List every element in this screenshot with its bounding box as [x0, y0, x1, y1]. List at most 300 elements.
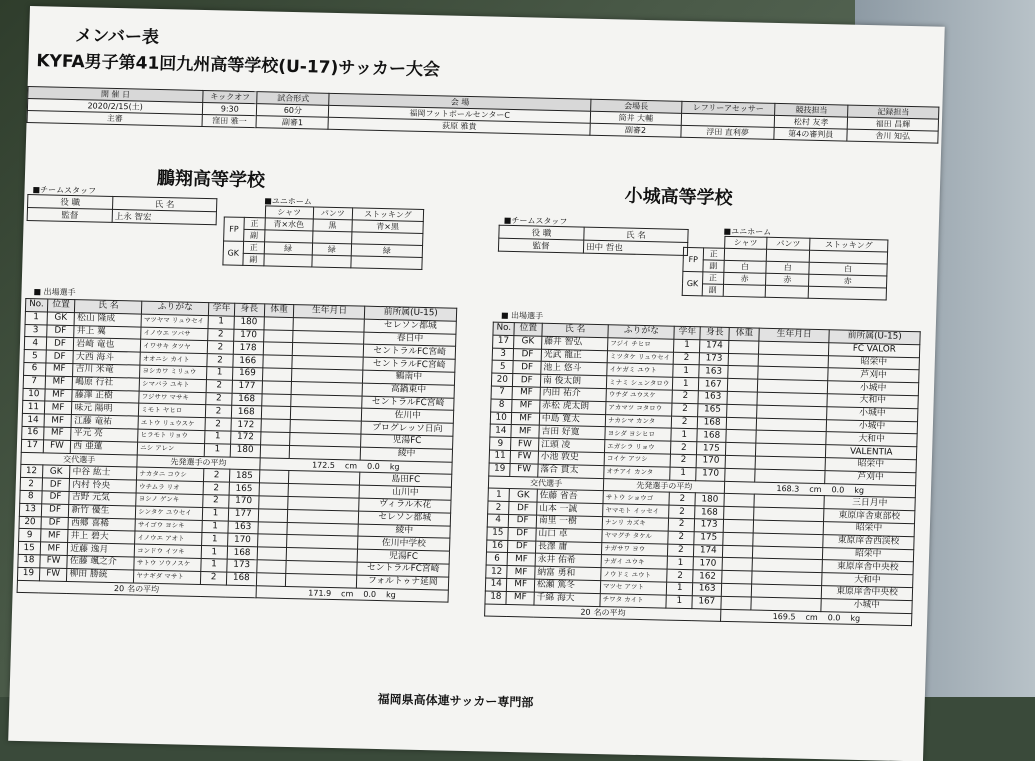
player-name: 南 俊太朗 — [540, 374, 607, 388]
player-kana: フジサワ マサキ — [139, 391, 206, 405]
player-weight — [264, 317, 294, 330]
player-height: 163 — [698, 391, 728, 404]
player-no: 20 — [19, 516, 41, 529]
player-grade: 2 — [208, 328, 234, 341]
player-kana: エトウ リュウスケ — [138, 416, 205, 430]
meta-cell: 試合形式 — [257, 92, 329, 106]
player-pos: DF — [41, 516, 69, 529]
player-pos: DF — [41, 491, 69, 504]
player-grade: 2 — [205, 418, 231, 431]
player-pos: DF — [514, 348, 542, 361]
player-kana: シンタケ ユウセイ — [136, 506, 203, 520]
player-name: 平元 亮 — [71, 428, 138, 442]
player-name: 井上 碧大 — [68, 530, 135, 544]
player-height: 168 — [697, 416, 727, 429]
player-pos: DF — [46, 350, 74, 363]
player-name: 松山 隆成 — [74, 312, 141, 326]
player-prev: 児湯FC — [358, 549, 450, 564]
player-no: 1 — [25, 311, 47, 324]
player-weight — [263, 342, 293, 355]
players-label: ■ 出場選手 — [33, 287, 76, 298]
player-no: 8 — [491, 399, 513, 412]
roster-header: 前所属(U-15) — [365, 306, 457, 321]
uniform-color: 緑 — [264, 242, 313, 255]
player-height: 175 — [696, 442, 726, 455]
player-prev: 佐川中学校 — [358, 536, 450, 551]
player-weight — [259, 470, 289, 483]
player-prev: VALENTIA — [826, 445, 917, 460]
meta-cell: 荻原 雅貴 — [328, 117, 590, 135]
all-avg-part: 0.0 — [827, 613, 841, 623]
player-height: 165 — [698, 404, 728, 417]
player-pos: FW — [39, 555, 67, 568]
player-name: 落合 貫太 — [538, 464, 605, 478]
player-prev: 昭栄中 — [825, 458, 916, 473]
player-prev: 佐川中 — [362, 409, 454, 424]
player-name: 藤澤 正樹 — [72, 389, 139, 403]
player-prev: 大和中 — [822, 573, 913, 588]
player-no: 4 — [24, 337, 46, 350]
player-weight — [722, 570, 752, 583]
player-prev: セントラルFC宮崎 — [357, 562, 449, 577]
player-kana: ニシ アレン — [137, 442, 204, 456]
uniform-kind: 正 — [243, 241, 264, 253]
player-grade: 2 — [674, 352, 700, 365]
uniform-group: FP — [224, 217, 245, 241]
player-height: 167 — [692, 595, 722, 608]
meta-cell: 9:30 — [203, 102, 258, 115]
roster-header: No. — [493, 322, 515, 335]
player-prev: ヴィラル木花 — [359, 498, 451, 513]
player-name: 吉川 米竜 — [73, 364, 140, 378]
player-no: 15 — [18, 542, 40, 555]
player-name: 井上 翼 — [74, 325, 141, 339]
player-weight — [258, 509, 288, 522]
player-kana: ヤマモト イッセイ — [603, 504, 670, 518]
player-name: 佐藤 省吾 — [537, 489, 604, 503]
player-height: 168 — [227, 546, 257, 559]
uniform-color — [263, 254, 312, 267]
player-kana: イワサキ タツヤ — [140, 339, 207, 353]
uniform-header: パンツ — [767, 237, 810, 250]
roster-header: 身長 — [234, 303, 264, 316]
player-grade: 1 — [671, 429, 697, 442]
player-no: 4 — [487, 514, 509, 527]
player-weight — [260, 445, 290, 458]
player-no: 17 — [21, 439, 43, 452]
player-grade: 1 — [202, 520, 228, 533]
player-name: 味元 陽明 — [72, 402, 139, 416]
player-name: 松瀬 篤冬 — [534, 579, 601, 593]
player-prev: 鶴南中 — [363, 370, 455, 385]
roster-table — [484, 322, 921, 627]
starter-avg-part: cm — [809, 484, 822, 495]
player-weight — [724, 519, 754, 532]
uniform-corner — [244, 205, 265, 217]
uniform-header: シャツ — [724, 236, 767, 249]
player-pos: FW — [511, 438, 539, 451]
player-no: 11 — [489, 450, 511, 463]
player-prev: セレソン都城 — [364, 319, 456, 334]
staff-header: 氏 名 — [584, 227, 688, 242]
player-name: 近藤 逸月 — [68, 543, 135, 557]
player-pos: MF — [512, 412, 540, 425]
player-grade: 2 — [205, 405, 231, 418]
player-no: 14 — [22, 414, 44, 427]
player-prev: 高鍋東中 — [362, 383, 454, 398]
meta-cell: 主審 — [27, 110, 203, 126]
player-height: 170 — [696, 467, 726, 480]
player-pos: DF — [513, 361, 541, 374]
roster-header: 生年月日 — [759, 328, 830, 342]
player-prev: 芦刈中 — [825, 470, 916, 485]
player-kana: ヒラモト リョウ — [138, 429, 205, 443]
player-height: 163 — [699, 365, 729, 378]
player-no: 8 — [20, 490, 42, 503]
uniform-color: 赤 — [723, 272, 766, 285]
player-kana: ノウドミ ユウト — [601, 568, 668, 582]
player-pos: MF — [43, 427, 71, 440]
tournament-title: KYFA男子第41回九州高等学校(U-17)サッカー大会 — [36, 51, 441, 81]
player-prev: 芦刈中 — [828, 368, 919, 383]
staff-role: 監督 — [27, 207, 112, 222]
uniform-kind: 正 — [703, 248, 724, 260]
player-kana: ヤナギダ マサト — [134, 570, 201, 584]
team-left-name: 鵬翔高等学校 — [156, 167, 266, 192]
player-no: 7 — [23, 375, 45, 388]
player-weight — [723, 558, 753, 571]
starter-avg-part: 168.3 — [776, 484, 800, 494]
player-weight — [258, 496, 288, 509]
member-sheet — [8, 6, 945, 761]
player-kana: イケガミ ユウト — [607, 363, 674, 377]
meta-cell: 松村 友孝 — [774, 115, 847, 129]
player-pos: MF — [40, 529, 68, 542]
player-pos: GK — [514, 335, 542, 348]
all-avg-count: 20 — [580, 607, 591, 617]
player-prev: 東原庠舎西渓校 — [823, 534, 914, 549]
subs-label: 交代選手 — [488, 476, 603, 491]
player-weight — [262, 355, 292, 368]
player-height: 172 — [230, 431, 260, 444]
player-pos: MF — [44, 389, 72, 402]
player-name: 永井 佑希 — [535, 553, 602, 567]
player-no: 13 — [19, 503, 41, 516]
player-no: 11 — [22, 401, 44, 414]
player-weight — [259, 483, 289, 496]
player-height: 177 — [232, 380, 262, 393]
player-grade: 2 — [669, 505, 695, 518]
player-kana: ヨシノ ゲンキ — [136, 493, 203, 507]
player-name: 山本 一誠 — [536, 502, 603, 516]
uniform-color: 赤 — [766, 273, 809, 286]
staff-table — [27, 194, 218, 225]
player-prev: 東原庠舎東部校 — [824, 509, 915, 524]
player-no: 7 — [491, 386, 513, 399]
all-avg-part: kg — [385, 590, 396, 600]
player-no: 9 — [490, 437, 512, 450]
player-pos: GK — [509, 489, 537, 502]
player-name: 千綿 海大 — [534, 592, 601, 606]
meta-cell: 副審2 — [590, 123, 681, 137]
player-pos: MF — [506, 591, 534, 604]
roster-header: 前所属(U-15) — [829, 330, 920, 345]
player-prev: 児湯FC — [361, 434, 453, 449]
player-height: 173 — [227, 559, 257, 572]
player-height: 185 — [229, 470, 259, 483]
uniform-color: 白 — [809, 262, 887, 276]
player-prev: 小城中 — [826, 419, 917, 434]
uniform-kind: 副 — [702, 284, 723, 296]
uniform-color: 青×黒 — [352, 220, 423, 234]
player-prev: 昭栄中 — [823, 522, 914, 537]
uniform-color: 白 — [766, 261, 809, 274]
player-kana: ナンリ カズキ — [602, 517, 669, 531]
player-grade: 2 — [203, 482, 229, 495]
player-kana: オオニシ カイト — [140, 352, 207, 366]
player-kana: コイケ アツシ — [604, 453, 671, 467]
player-name: 藤井 智弘 — [541, 336, 608, 350]
player-no: 19 — [17, 567, 39, 580]
player-name: 中谷 紘士 — [70, 466, 137, 480]
all-avg-part: cm — [805, 612, 818, 622]
player-prev: FC VALOR — [829, 343, 920, 358]
player-no: 12 — [21, 465, 43, 478]
uniform-color: 赤 — [809, 274, 887, 288]
roster-header: 生年月日 — [294, 305, 365, 319]
uniform-group: GK — [223, 241, 244, 265]
roster-header: 氏 名 — [542, 323, 609, 337]
player-weight — [723, 532, 753, 545]
all-avg-part: cm — [340, 589, 354, 599]
uniform-label: ■ユニホーム — [723, 226, 772, 237]
player-height: 166 — [233, 354, 263, 367]
player-name: 柳田 勝統 — [67, 568, 134, 582]
player-no: 3 — [492, 348, 514, 361]
uniform-header: ストッキング — [352, 208, 423, 222]
footer-organizer: 福岡県高体連サッカー専門部 — [377, 692, 534, 710]
player-no: 6 — [486, 552, 508, 565]
player-grade: 2 — [672, 403, 698, 416]
player-pos: MF — [512, 399, 540, 412]
staff-label: ■チームスタッフ — [503, 215, 568, 227]
player-name: 西郷 喜稀 — [68, 517, 135, 531]
uniform-color — [312, 231, 352, 244]
player-name: 岩崎 竜也 — [74, 338, 141, 352]
player-name: 西 亜蓮 — [71, 440, 138, 454]
player-kana: マツセ アツト — [600, 581, 667, 595]
player-pos: DF — [508, 527, 536, 540]
player-prev: 島田FC — [360, 472, 452, 487]
player-name: 大西 海斗 — [73, 351, 140, 365]
player-height: 180 — [695, 493, 725, 506]
player-kana: ミモト ヤヒロ — [139, 403, 206, 417]
player-no: 2 — [20, 478, 42, 491]
player-name: 納富 勇和 — [535, 566, 602, 580]
meta-cell: 会場長 — [591, 99, 682, 113]
player-pos: DF — [513, 374, 541, 387]
staff-role: 監督 — [498, 238, 583, 253]
uniform-corner — [224, 205, 244, 217]
uniform-table — [682, 235, 889, 301]
player-grade: 2 — [669, 518, 695, 531]
uniform-color: 緑 — [351, 244, 422, 258]
uniform-color — [766, 249, 809, 262]
uniform-color — [351, 256, 422, 270]
player-no: 5 — [492, 360, 514, 373]
player-name: 南里 一樹 — [536, 515, 603, 529]
player-grade: 2 — [203, 495, 229, 508]
player-prev: フォルトゥナ延岡 — [357, 575, 449, 590]
all-avg-part: kg — [850, 613, 861, 623]
player-prev: 綾中 — [358, 524, 450, 539]
player-kana: フジイ チヒロ — [608, 337, 675, 351]
player-height: 178 — [233, 342, 263, 355]
uniform-corner — [684, 235, 704, 247]
uniform-header: ストッキング — [810, 238, 888, 252]
player-prev: 三日月中 — [824, 496, 915, 511]
player-height: 175 — [694, 531, 724, 544]
player-pos: MF — [44, 414, 72, 427]
meta-cell: 筒井 大輔 — [590, 111, 681, 125]
player-pos: DF — [509, 502, 537, 515]
player-grade: 2 — [669, 493, 695, 506]
player-grade: 2 — [668, 544, 694, 557]
player-no: 17 — [493, 335, 515, 348]
players-label: ■ 出場選手 — [500, 310, 544, 321]
player-pos: MF — [45, 363, 73, 376]
uniform-kind: 副 — [244, 229, 265, 241]
player-height: 180 — [230, 444, 260, 457]
player-no: 18 — [485, 591, 507, 604]
player-pos: GK — [47, 312, 75, 325]
player-prev: 山川中 — [359, 485, 451, 500]
player-name: 新竹 優生 — [69, 504, 136, 518]
meta-cell: 60分 — [257, 104, 329, 118]
uniform-color: 緑 — [312, 243, 352, 256]
player-name: 長澤 庸 — [535, 541, 602, 555]
player-prev: 小城中 — [821, 598, 912, 613]
sheet-title: メンバー表 — [74, 26, 160, 48]
starter-avg-part: 0.0 — [831, 485, 845, 495]
player-grade: 2 — [668, 531, 694, 544]
player-kana: ナカシマ カンタ — [605, 414, 672, 428]
roster-header: 位置 — [514, 323, 542, 336]
player-kana: チワタ カイト — [600, 593, 667, 607]
player-grade: 1 — [208, 315, 234, 328]
player-grade: 2 — [671, 454, 697, 467]
meta-cell: 浮田 直利夢 — [681, 125, 775, 139]
player-kana: エガシラ リョウ — [605, 440, 672, 454]
uniform-color: 黒 — [313, 219, 353, 232]
player-no: 14 — [485, 578, 507, 591]
uniform-color — [312, 255, 352, 268]
player-kana: サトウ ソウノスケ — [134, 557, 201, 571]
staff-header: 役 職 — [28, 195, 113, 210]
player-height: 170 — [228, 495, 258, 508]
player-height: 168 — [232, 393, 262, 406]
player-grade: 2 — [671, 441, 697, 454]
roster-header: No. — [25, 298, 47, 311]
meta-cell: 記録担当 — [848, 105, 939, 119]
roster-header: 学年 — [208, 303, 234, 316]
player-prev: 東原庠舎中央校 — [822, 586, 913, 601]
starter-avg-part: 172.5 — [311, 460, 336, 470]
player-height: 162 — [693, 570, 723, 583]
player-prev: 昭栄中 — [823, 547, 914, 562]
player-kana: ウチダ ユウスケ — [606, 389, 673, 403]
uniform-kind: 副 — [703, 260, 724, 272]
starter-avg-label: 先発選手の平均 — [603, 478, 725, 494]
player-grade: 1 — [202, 507, 228, 520]
player-grade: 1 — [674, 339, 700, 352]
meta-cell: 福岡フットボールセンターC — [329, 105, 591, 123]
staff-name: 上永 智宏 — [112, 209, 216, 224]
player-name: 佐藤 颯之介 — [67, 555, 134, 569]
starter-avg-part: kg — [389, 462, 400, 472]
player-kana: ナカタニ コウシ — [137, 467, 204, 481]
player-no: 5 — [24, 350, 46, 363]
player-weight — [263, 329, 293, 342]
player-weight — [260, 432, 290, 445]
roster-header: 身長 — [700, 327, 730, 340]
starter-avg-part: 0.0 — [366, 461, 380, 472]
player-no: 16 — [22, 426, 44, 439]
player-weight — [729, 340, 759, 353]
player-kana: シマバラ ユキト — [139, 378, 206, 392]
starter-avg-label: 先発選手の平均 — [137, 455, 260, 471]
roster-header: 氏 名 — [75, 300, 142, 314]
player-height: 165 — [229, 482, 259, 495]
player-weight — [261, 419, 291, 432]
all-avg-suffix: 名の平均 — [127, 584, 160, 594]
player-pos: FW — [510, 463, 538, 476]
player-grade: 1 — [201, 558, 227, 571]
player-prev: 大和中 — [827, 394, 918, 409]
meta-cell: キックオフ — [203, 90, 258, 103]
staff-header: 氏 名 — [112, 196, 216, 211]
team-right-name: 小城高等学校 — [624, 185, 733, 209]
player-weight — [727, 391, 757, 404]
staff-header: 役 職 — [499, 225, 584, 240]
meta-cell: レフリーアセッサー — [681, 101, 775, 115]
uniform-color: 白 — [723, 260, 766, 273]
player-height: 173 — [694, 519, 724, 532]
uniform-corner — [704, 236, 725, 248]
player-prev: 小城中 — [827, 406, 918, 421]
player-pos: FW — [511, 450, 539, 463]
uniform-label: ■ユニホーム — [264, 196, 313, 207]
player-pos: FW — [39, 568, 67, 581]
player-height: 163 — [692, 583, 722, 596]
player-kana: イノウエ アオト — [135, 531, 202, 545]
player-kana: ナガイ ユウキ — [601, 555, 668, 569]
player-weight — [725, 468, 755, 481]
player-grade: 2 — [207, 341, 233, 354]
player-prev: 東原庠舎中央校 — [822, 560, 913, 575]
all-avg-count: 20 — [113, 583, 125, 594]
player-name: 内村 怜央 — [69, 479, 136, 493]
player-height: 167 — [698, 378, 728, 391]
player-kana: ナガサワ ヨウ — [602, 542, 669, 556]
player-kana: ミツタケ リュウセイ — [607, 350, 674, 364]
roster-header: ふりがな — [142, 301, 209, 315]
player-prev: セントラルFC宮崎 — [363, 357, 455, 372]
player-height: 168 — [695, 506, 725, 519]
player-name: 吉野 元気 — [69, 491, 136, 505]
roster-table — [17, 298, 458, 603]
player-height: 180 — [234, 316, 264, 329]
